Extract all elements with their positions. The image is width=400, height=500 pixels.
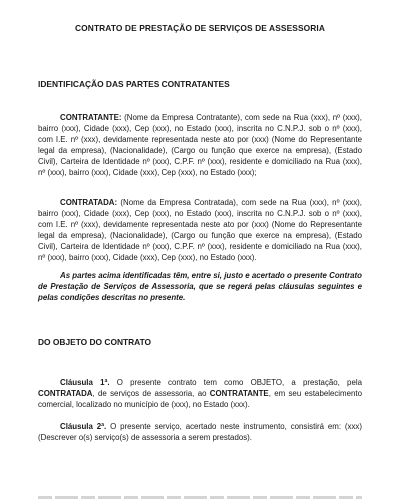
document-title: CONTRATO DE PRESTAÇÃO DE SERVIÇOS DE ASSESSORIA bbox=[75, 23, 325, 33]
truncated-text-line bbox=[38, 496, 362, 499]
clausula-1-text-b: , de serviços de assessoria, ao bbox=[92, 389, 210, 398]
truncated-next-paragraph bbox=[38, 492, 362, 500]
clausula-1-contratante: CONTRATANTE bbox=[209, 389, 269, 398]
paragraph-closing: As partes acima identificadas têm, entre si, justo e acertado o presente Contrato de Prestação de Serviços de Assessoria, que se regerá pelas cláusulas seguintes e pelas condições descritas no presente. bbox=[38, 271, 362, 302]
clausula-1-text-a: O presente contrato tem como OBJETO, a prestação, pela bbox=[109, 378, 362, 387]
paragraph-clausula-1 bbox=[38, 377, 362, 410]
clausula-1-label: Cláusula 1ª. bbox=[60, 378, 110, 387]
contratante-text: (Nome da Empresa Contratante), com sede na Rua (xxx), nº (xxx), bairro (xxx), Cidade (xxx), Cep (xxx), no Estado (xxx), inscrita no C.N.P.J. sob o nº (xxx), com I.E. nº (xxx), devidamente representada neste ato por (xxx) (Nome do Representante legal da empresa), (Nacionalidade), (Cargo ou função que exerce na empresa), (Estado Civil), Carteira de Identidade nº (xxx), C.P.F. nº (xxx), residente e domiciliado na Rua (xxx), nº (xxx), bairro (xxx), Cidade (xxx), Cep (xxx), no Estado (xxx); bbox=[38, 113, 362, 177]
clausula-2-label: Cláusula 2ª. bbox=[60, 422, 107, 431]
clausula-1-contratada: CONTRATADA bbox=[38, 389, 93, 398]
contratante-label: CONTRATANTE: bbox=[60, 113, 122, 122]
contratada-label: CONTRATADA: bbox=[60, 198, 118, 207]
heading-identificacao: IDENTIFICAÇÃO DAS PARTES CONTRATANTES bbox=[38, 79, 230, 89]
clausula-2-text: O presente serviço, acertado neste instrumento, consistirá em: (xxx) (Descrever o(s) serviço(s) de assessoria a serem prestados). bbox=[38, 422, 362, 442]
paragraph-contratada bbox=[38, 197, 362, 263]
paragraph-contratante bbox=[38, 112, 362, 178]
clausula-1-text-c: , em seu estabelecimento comercial, localizado no município de (xxx), no Estado (xxx). bbox=[38, 389, 362, 409]
heading-objeto: DO OBJETO DO CONTRATO bbox=[38, 337, 152, 347]
paragraph-clausula-2 bbox=[38, 421, 362, 443]
contratada-text: (Nome da Empresa Contratada), com sede na Rua (xxx), nº (xxx), bairro (xxx), Cidade (xxx), Cep (xxx), no Estado (xxx), inscrita no C.N.P.J. sob o nº (xxx), com I.E. nº (xxx), devidamente representada neste ato por (xxx) (Nome do Representante legal da empresa), (Nacionalidade), (Cargo ou função que exerce na empresa), (Estado Civil), Carteira de Identidade nº (xxx), C.P.F. nº (xxx), residente e domiciliado na Rua (xxx), nº (xxx), bairro (xxx), Cidade (xxx), Cep (xxx), no Estado (xxx). bbox=[38, 198, 362, 262]
